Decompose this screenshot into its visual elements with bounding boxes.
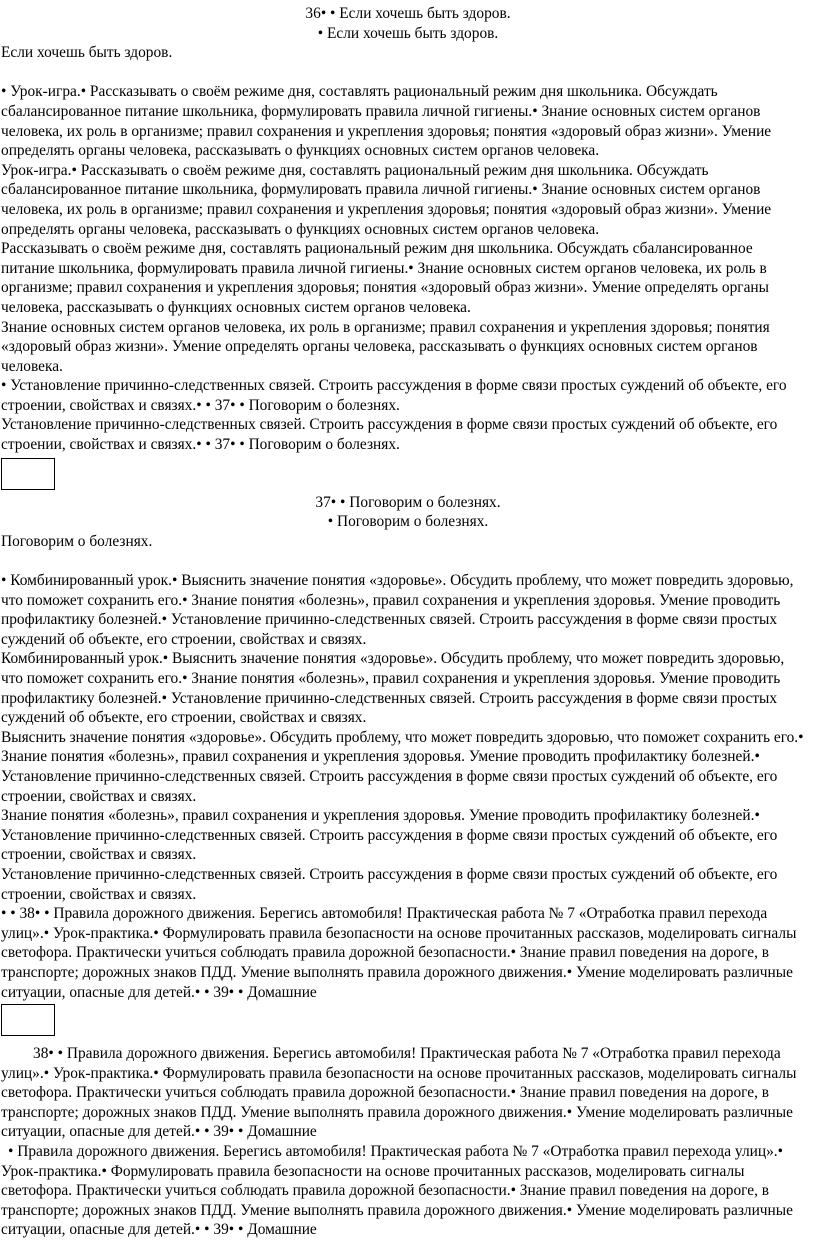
paragraph: Установление причинно-следственных связей. Строить рассуждения в форме связи простых суждений об объекте, его строении, свойствах и связях. <box>1 865 778 903</box>
paragraph: Рассказывать о своём режиме дня, составлять рациональный режим дня школьника. Обсуждать сбалансированное питание школьника, формулировать правила личной гигиены.• Знание основных систем органов человека, их роль в организме; правил сохранения и укрепления здоровья; понятия «здоровый образ жизни». Умение определять органы человека, рассказывать о функциях основных систем органов человека. <box>1 240 770 316</box>
paragraph: Урок-игра.• Рассказывать о своём режиме дня, составлять рациональный режим дня школьника. Обсуждать сбалансированное питание школьника, формулировать правила личной гигиены.• Знание основных систем органов человека, их роль в организме; правил сохранения и укрепления здоровья; понятия «здоровый образ жизни». Умение определять органы человека, рассказывать о функциях основных систем органов человека. <box>1 161 772 238</box>
paragraph: Комбинированный урок.• Выяснить значение понятия «здоровье». Обсудить проблему, что может повредить здоровью, что поможет сохранить его.• Знание понятия «болезнь», правил сохранения и укрепления здоровья. Умение проводить профилактику болезней.• Установление причинно-следственных связей. Строить рассуждения в форме связи простых суждений об объекте, его строении, свойствах и связях. <box>1 650 785 727</box>
table-cell-box <box>1 458 55 490</box>
paragraph: Установление причинно-следственных связей. Строить рассуждения в форме связи простых суждений об объекте, его строении, свойствах и связях.• • 37• • Поговорим о болезнях. <box>1 416 778 454</box>
paragraph: • Правила дорожного движения. Берегись автомобиля! Практическая работа № 7 «Отработка правил перехода улиц».• Урок-практика.• Формулировать правила безопасности на основе прочитанных рассказов, моделировать сигналы светофора. Практически учиться соблюдать правила дорожной безопасности.• Знание правил поведения на дороге, в транспорте; дорожных знаков ПДД. Умение выполнять правила дорожного движения.• Умение моделировать различные ситуации, опасные для детей.• • 39• • Домашние <box>1 1143 793 1239</box>
section-36-title: Если хочешь быть здоров. <box>1 44 173 62</box>
paragraph: Выяснить значение понятия «здоровье». Обсудить проблему, что может повредить здоровью, что поможет сохранить его.• Знание понятия «болезнь», правил сохранения и укрепления здоровья. Умение проводить профилактику болезней.• Установление причинно-следственных связей. Строить рассуждения в форме связи простых суждений об объекте, его строении, свойствах и связях. <box>1 728 804 805</box>
paragraph: 38• • Правила дорожного движения. Берегись автомобиля! Практическая работа № 7 «Отработка правил перехода улиц».• Урок-практика.• Формулировать правила безопасности на основе прочитанных рассказов, моделировать сигналы светофора. Практически учиться соблюдать правила дорожной безопасности.• Знание правил поведения на дороге, в транспорте; дорожных знаков ПДД. Умение выполнять правила дорожного движения.• Умение моделировать различные ситуации, опасные для детей.• • 39• • Домашние <box>1 1045 797 1141</box>
section-36-heading: 36• • Если хочешь быть здоров. <box>305 5 511 22</box>
paragraph: Знание понятия «болезнь», правил сохранения и укрепления здоровья. Умение проводить профилактику болезней.• Установление причинно-следственных связей. Строить рассуждения в форме связи простых суждений об объекте, его строении, свойствах и связях. <box>1 807 778 864</box>
paragraph: • Урок-игра.• Рассказывать о своём режиме дня, составлять рациональный режим дня школьника. Обсуждать сбалансированное питание школьника, формулировать правила личной гигиены.• Знание основных систем органов человека, их роль в организме; правил сохранения и укрепления здоровья; понятия «здоровый образ жизни». Умение определять органы человека, рассказывать о функциях основных систем органов человека. <box>1 83 772 160</box>
section-36-subheading: • Если хочешь быть здоров. <box>317 24 499 42</box>
paragraph: Знание основных систем органов человека, их роль в организме; правил сохранения и укрепления здоровья; понятия «здоровый образ жизни». Умение определять органы человека, рассказывать о функциях основных систем органов человека. <box>1 318 770 375</box>
table-cell-box <box>1 1004 55 1036</box>
section-37-subheading: • Поговорим о болезнях. <box>327 513 489 531</box>
paragraph: • Комбинированный урок.• Выяснить значение понятия «здоровье». Обсудить проблему, что может повредить здоровью, что поможет сохранить его.• Знание понятия «болезнь», правил сохранения и укрепления здоровья. Умение проводить профилактику болезней.• Установление причинно-следственных связей. Строить рассуждения в форме связи простых суждений об объекте, его строении, свойствах и связях. <box>1 572 794 648</box>
paragraph: • Установление причинно-следственных связей. Строить рассуждения в форме связи простых суждений об объекте, его строении, свойствах и связях.• • 37• • Поговорим о болезнях. <box>1 377 787 414</box>
paragraph: • • 38• • Правила дорожного движения. Берегись автомобиля! Практическая работа № 7 «Отработка правил перехода улиц».• Урок-практика.• Формулировать правила безопасности на основе прочитанных рассказов, моделировать сигналы светофора. Практически учиться соблюдать правила дорожной безопасности.• Знание правил поведения на дороге, в транспорте; дорожных знаков ПДД. Умение выполнять правила дорожного движения.• Умение моделировать различные ситуации, опасные для детей.• • 39• • Домашние <box>1 905 797 1001</box>
section-37-title: Поговорим о болезнях. <box>1 532 153 550</box>
section-37-heading: 37• • Поговорим о болезнях. <box>315 493 501 511</box>
